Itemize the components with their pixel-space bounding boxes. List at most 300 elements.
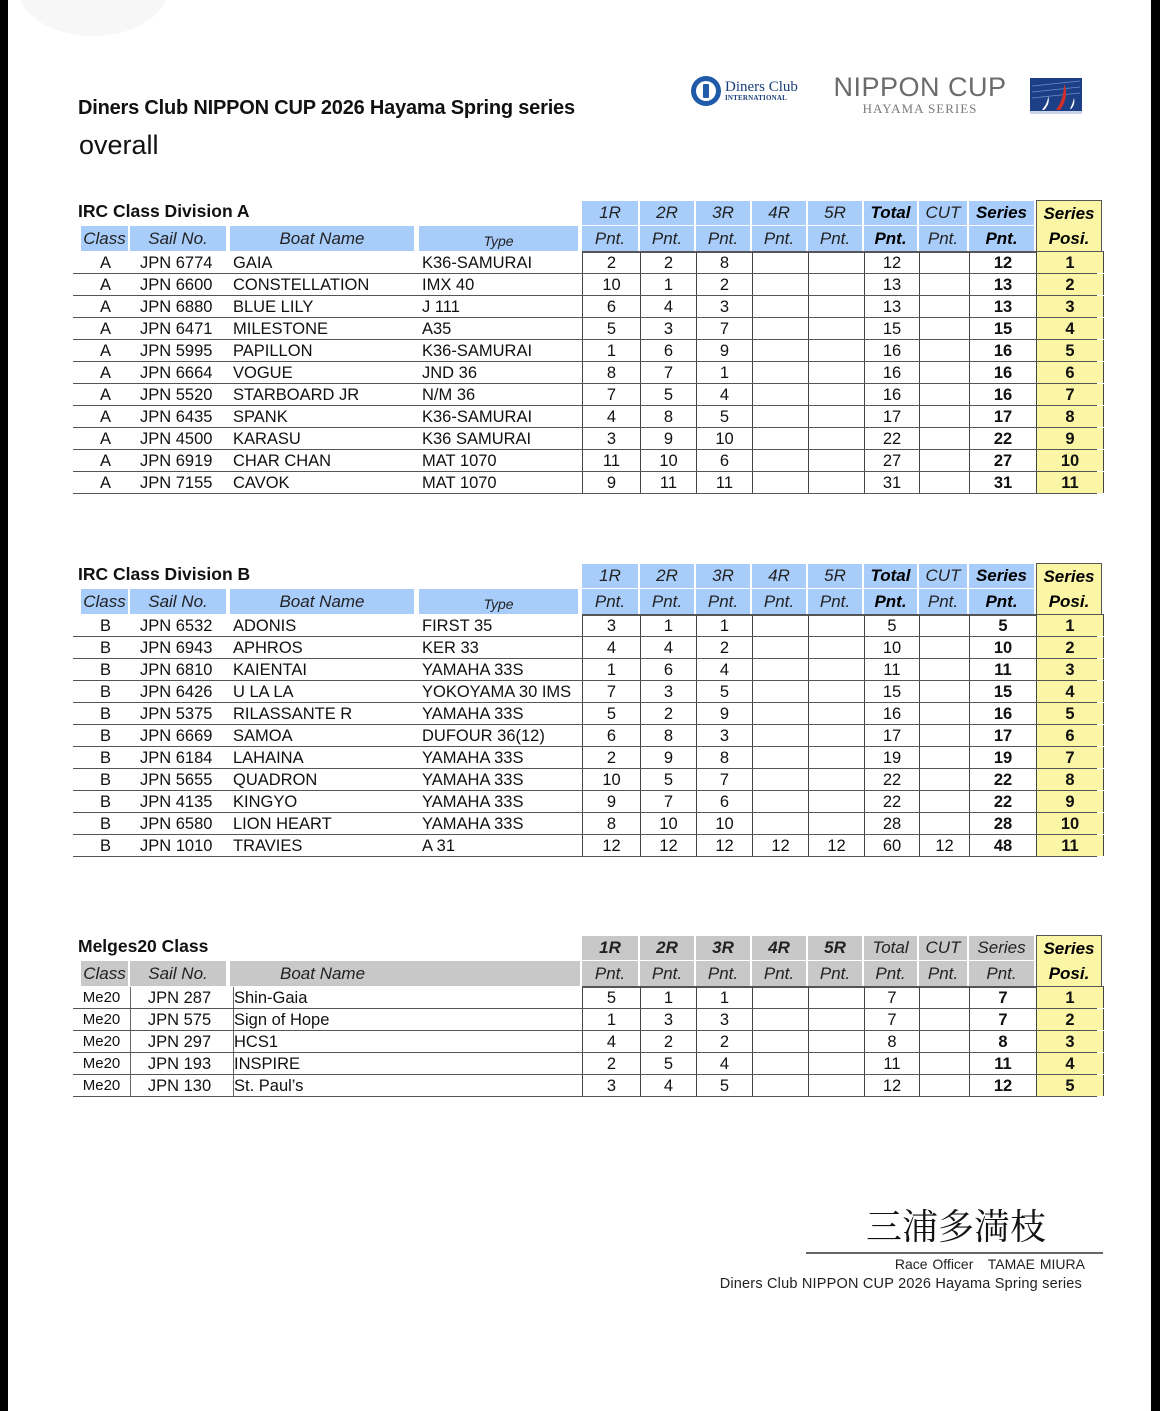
column-header-boat-name: Boat Name [230,226,414,251]
column-header-sail-no: Sail No. [130,961,226,986]
cell-series-pnt: 5 [969,615,1036,636]
cell-cut [919,296,969,317]
cell-race-2: 3 [640,1009,696,1030]
cell-series-pnt: 13 [969,274,1036,295]
table-row [73,725,1097,747]
cell-sail-no: JPN 5995 [140,342,213,360]
cell-race-3: 2 [696,274,752,295]
cell-race-4 [752,987,808,1008]
cell-series-pnt: 10 [969,637,1036,658]
cell-race-3: 1 [696,987,752,1008]
cell-race-4 [752,450,808,471]
hayama-series-logo-text: HAYAMA SERIES [862,101,978,116]
table-row [73,362,1097,384]
table-row [73,615,1097,637]
cell-class: B [99,837,111,855]
cell-race-1: 10 [582,274,640,295]
cell-race-1: 1 [582,1009,640,1030]
column-header-sail-no: Sail No. [130,226,226,251]
cell-class: A [99,254,111,272]
column-header-series-posi: Posi. [1036,589,1102,614]
cell-race-3: 5 [696,681,752,702]
cell-race-4 [752,659,808,680]
cell-class: B [99,617,111,635]
cell-type: K36-SAMURAI [422,342,533,360]
cell-total: 22 [864,428,919,449]
cell-series-pnt: 16 [969,362,1036,383]
cell-race-4 [752,1075,808,1096]
cell-class: Me20 [82,1077,121,1094]
cell-boat-name: QUADRON [233,771,318,789]
table-row [73,637,1097,659]
column-header-series-pnt-top: Series [969,936,1034,960]
column-header-race-1-pnt: Pnt. [582,226,638,251]
cell-boat-name: BLUE LILY [233,298,314,316]
cell-race-5 [808,1009,864,1030]
cell-cut [919,1053,969,1074]
cell-race-5 [808,681,864,702]
cell-race-1: 6 [582,296,640,317]
cell-type: IMX 40 [422,276,475,294]
cell-total: 15 [864,681,919,702]
cell-race-2: 3 [640,681,696,702]
cell-cut [919,362,969,383]
table-row [73,252,1097,274]
cell-series-posi: 10 [1036,813,1104,834]
table-row [73,384,1097,406]
column-header-race-2: 2R [640,201,694,225]
cell-race-5 [808,340,864,361]
cell-cut [919,384,969,405]
cell-race-3: 4 [696,1053,752,1074]
cell-total: 11 [864,659,919,680]
cell-race-4 [752,362,808,383]
cell-series-pnt: 19 [969,747,1036,768]
cell-series-pnt: 8 [969,1031,1036,1052]
cell-race-1: 4 [582,1031,640,1052]
cell-series-pnt: 15 [969,318,1036,339]
cell-sail-no: JPN 6600 [140,276,213,294]
cell-series-pnt: 27 [969,450,1036,471]
cell-series-pnt: 7 [969,987,1036,1008]
column-header-total: Total [864,564,917,588]
cell-cut [919,252,969,273]
cell-sail-no: JPN 7155 [140,474,213,492]
cell-race-4 [752,428,808,449]
cell-race-5 [808,1031,864,1052]
cell-race-4 [752,769,808,790]
cell-class: A [99,276,111,294]
cell-total: 7 [864,987,919,1008]
cell-boat-name: ADONIS [233,617,297,635]
cell-total: 16 [864,340,919,361]
cell-series-posi: 11 [1036,472,1104,493]
column-header-race-4-pnt: Pnt. [752,226,806,251]
cell-race-2: 8 [640,725,696,746]
cell-race-1: 5 [582,987,640,1008]
cell-race-3: 5 [696,406,752,427]
cell-race-4 [752,274,808,295]
column-header-class: Class [81,589,128,614]
column-header-type: Type [419,226,578,251]
nippon-cup-logo-text: NIPPON CUP [833,72,1007,102]
column-header-race-5-pnt: Pnt. [808,589,862,614]
column-header-series-pnt-top: Series [969,201,1034,225]
cell-series-pnt: 12 [969,252,1036,273]
cell-class: A [99,430,111,448]
cell-race-1: 3 [582,615,640,636]
cell-race-3: 8 [696,252,752,273]
cell-race-3: 5 [696,1075,752,1096]
cell-race-5 [808,296,864,317]
cell-total: 17 [864,406,919,427]
cell-type: JND 36 [422,364,478,382]
race-officer [895,1256,1085,1272]
cell-race-5: 12 [808,835,864,856]
cell-race-1: 5 [582,703,640,724]
cell-series-pnt: 22 [969,791,1036,812]
cell-total: 19 [864,747,919,768]
cell-race-3: 3 [696,725,752,746]
cell-cut [919,637,969,658]
cell-cut [919,813,969,834]
cell-race-4 [752,1009,808,1030]
column-header-race-4-pnt: Pnt. [752,589,806,614]
column-header-class: Class [81,961,128,986]
cell-boat-name: MILESTONE [233,320,329,338]
cell-series-posi: 8 [1036,769,1104,790]
cell-race-5 [808,362,864,383]
cell-total: 28 [864,813,919,834]
cell-total: 60 [864,835,919,856]
cell-series-posi: 11 [1036,835,1104,856]
cell-race-5 [808,813,864,834]
column-header-race-2-pnt: Pnt. [640,226,694,251]
cell-series-posi: 2 [1036,274,1104,295]
cell-class: A [99,408,111,426]
cell-cut [919,725,969,746]
cell-series-posi: 3 [1036,1031,1104,1052]
cell-type: YOKOYAMA 30 IMS [422,683,572,701]
cell-series-pnt: 7 [969,1009,1036,1030]
cell-race-5 [808,406,864,427]
column-header-race-2: 2R [640,936,694,960]
column-header-class: Class [81,226,128,251]
cell-race-2: 5 [640,1053,696,1074]
cell-class: B [99,749,111,767]
table-row [73,659,1097,681]
cell-sail-no: JPN 287 [130,987,228,1008]
cell-boat-name: Shin-Gaia [233,987,419,1008]
table-row [73,703,1097,725]
column-header-total-pnt: Pnt. [864,961,917,986]
cell-race-2: 6 [640,659,696,680]
cell-race-5 [808,791,864,812]
table-row [73,747,1097,769]
cell-series-posi: 4 [1036,681,1104,702]
cell-race-2: 7 [640,362,696,383]
cell-race-5 [808,659,864,680]
division-title: IRC Class Division B [78,564,251,584]
cell-boat-name: GAIA [233,254,273,272]
cell-series-pnt: 28 [969,813,1036,834]
cell-sail-no: JPN 5520 [140,386,213,404]
table-row [73,450,1097,472]
cell-race-5 [808,472,864,493]
cell-race-5 [808,274,864,295]
column-header-series-pnt: Pnt. [969,226,1034,251]
cell-cut [919,1075,969,1096]
diners-club-logo [691,76,798,106]
cell-total: 11 [864,1053,919,1074]
cell-series-pnt: 17 [969,725,1036,746]
sailboat-logo-icon [1030,78,1082,114]
cell-race-4 [752,637,808,658]
cell-race-1: 4 [582,637,640,658]
cell-boat-name: U LA LA [233,683,294,701]
column-header-race-4: 4R [752,936,806,960]
table-row [73,428,1097,450]
cell-sail-no: JPN 6880 [140,298,213,316]
cell-race-2: 4 [640,1075,696,1096]
cell-class: B [99,705,111,723]
cell-race-2: 11 [640,472,696,493]
cell-sail-no: JPN 6810 [140,661,213,679]
column-header-race-1: 1R [582,564,638,588]
table-row [73,1009,1097,1031]
cell-series-posi: 8 [1036,406,1104,427]
column-header-race-2: 2R [640,564,694,588]
cell-series-pnt: 31 [969,472,1036,493]
cell-series-pnt: 16 [969,384,1036,405]
column-header-race-3: 3R [696,201,750,225]
cell-type: K36 SAMURAI [422,430,532,448]
column-header-total: Total [864,936,917,960]
cell-sail-no: JPN 1010 [140,837,213,855]
cell-race-1: 2 [582,252,640,273]
cell-cut [919,274,969,295]
cell-sail-no: JPN 6943 [140,639,213,657]
cell-race-5 [808,252,864,273]
column-header-cut: CUT [919,936,967,960]
cell-race-1: 3 [582,428,640,449]
cell-race-2: 1 [640,987,696,1008]
cell-race-1: 12 [582,835,640,856]
cell-race-1: 7 [582,384,640,405]
cell-race-2: 4 [640,637,696,658]
cell-cut [919,318,969,339]
cell-series-posi: 6 [1036,725,1104,746]
column-header-race-4: 4R [752,564,806,588]
column-header-total-pnt: Pnt. [864,589,917,614]
cell-race-2: 10 [640,450,696,471]
cell-type: K36-SAMURAI [422,408,533,426]
cell-race-5 [808,703,864,724]
cell-type: FIRST 35 [422,617,493,635]
table-row [73,791,1097,813]
cell-boat-name: TRAVIES [233,837,303,855]
cell-type: N/M 36 [422,386,476,404]
column-header-cut: CUT [919,564,967,588]
cell-race-2: 10 [640,813,696,834]
cell-race-3: 6 [696,450,752,471]
cell-boat-name: LION HEART [233,815,332,833]
cell-boat-name: VOGUE [233,364,293,382]
cell-total: 7 [864,1009,919,1030]
column-header-cut-pnt: Pnt. [919,589,967,614]
cell-race-1: 6 [582,725,640,746]
signature-text: 三浦多満枝 [866,1207,1047,1247]
column-header-race-5: 5R [808,564,862,588]
table-row [73,340,1097,362]
cell-race-1: 9 [582,791,640,812]
cell-race-3: 4 [696,659,752,680]
cell-series-pnt: 11 [969,1053,1036,1074]
cell-race-2: 4 [640,296,696,317]
cell-sail-no: JPN 193 [130,1053,228,1074]
cell-boat-name: CAVOK [233,474,290,492]
cell-total: 31 [864,472,919,493]
cell-sail-no: JPN 6669 [140,727,213,745]
table-row [73,472,1097,494]
cell-class: B [99,815,111,833]
column-header-series-pnt: Pnt. [969,961,1034,986]
cell-sail-no: JPN 6919 [140,452,213,470]
cell-race-3: 7 [696,318,752,339]
column-header-race-2-pnt: Pnt. [640,961,694,986]
column-header-race-4: 4R [752,201,806,225]
table-row [73,835,1097,857]
cell-race-1: 1 [582,340,640,361]
cell-type: MAT 1070 [422,474,497,492]
column-header-sail-no: Sail No. [130,589,226,614]
cell-series-pnt: 22 [969,428,1036,449]
cell-series-posi: 9 [1036,791,1104,812]
cell-sail-no: JPN 6532 [140,617,213,635]
cell-race-4 [752,1053,808,1074]
column-header-race-5-pnt: Pnt. [808,961,862,986]
table-row [73,987,1097,1009]
cell-type: DUFOUR 36(12) [422,727,545,745]
cell-race-2: 9 [640,428,696,449]
cell-boat-name: Sign of Hope [233,1009,419,1030]
cell-race-2: 2 [640,703,696,724]
cell-total: 17 [864,725,919,746]
screen-glare [18,0,168,36]
cell-series-pnt: 16 [969,340,1036,361]
cell-class: A [99,452,111,470]
cell-total: 22 [864,791,919,812]
cell-series-posi: 10 [1036,450,1104,471]
column-header-race-5: 5R [808,201,862,225]
cell-race-1: 10 [582,769,640,790]
cell-race-3: 11 [696,472,752,493]
cell-sail-no: JPN 4500 [140,430,213,448]
cell-race-3: 7 [696,769,752,790]
cell-total: 13 [864,274,919,295]
cell-race-4 [752,472,808,493]
cell-race-5 [808,1053,864,1074]
cell-class: B [99,639,111,657]
column-header-series-pnt: Pnt. [969,589,1034,614]
cell-sail-no: JPN 6774 [140,254,213,272]
cell-cut [919,987,969,1008]
cell-sail-no: JPN 6471 [140,320,213,338]
column-header-race-1-pnt: Pnt. [582,961,638,986]
cell-boat-name: RILASSANTE R [233,705,353,723]
table-row [73,769,1097,791]
cell-race-4 [752,747,808,768]
cell-race-5 [808,747,864,768]
cell-race-2: 2 [640,1031,696,1052]
cell-series-posi: 1 [1036,252,1104,273]
cell-class: B [99,793,111,811]
cell-race-4 [752,340,808,361]
cell-race-3: 6 [696,791,752,812]
cell-race-1: 4 [582,406,640,427]
column-header-race-1: 1R [582,936,638,960]
cell-total: 12 [864,252,919,273]
officer-name: TAMAE MIURA [987,1256,1085,1272]
cell-race-5 [808,384,864,405]
cell-type: A 31 [422,837,456,855]
cell-cut [919,615,969,636]
column-header-series-posi-top: Series [1036,200,1102,226]
cell-race-4 [752,296,808,317]
cell-race-3: 12 [696,835,752,856]
cell-cut [919,450,969,471]
cell-total: 10 [864,637,919,658]
cell-total: 12 [864,1075,919,1096]
cell-series-pnt: 17 [969,406,1036,427]
cell-race-2: 7 [640,791,696,812]
cell-total: 16 [864,703,919,724]
cell-sail-no: JPN 575 [130,1009,228,1030]
cell-race-2: 5 [640,769,696,790]
cell-cut [919,406,969,427]
cell-total: 5 [864,615,919,636]
cell-type: YAMAHA 33S [422,749,524,767]
column-header-race-3-pnt: Pnt. [696,226,750,251]
cell-class: A [99,298,111,316]
cell-race-3: 10 [696,813,752,834]
column-header-cut: CUT [919,201,967,225]
cell-cut [919,1009,969,1030]
column-header-total: Total [864,201,917,225]
cell-race-3: 9 [696,340,752,361]
cell-race-5 [808,615,864,636]
column-header-race-5: 5R [808,936,862,960]
cell-class: A [99,320,111,338]
column-header-race-1: 1R [582,201,638,225]
column-header-series-posi-top: Series [1036,935,1102,961]
cell-type: MAT 1070 [422,452,497,470]
cell-race-4 [752,318,808,339]
table-row [73,296,1097,318]
cell-total: 16 [864,362,919,383]
cell-race-3: 3 [696,1009,752,1030]
cell-series-posi: 5 [1036,703,1104,724]
table-row [73,681,1097,703]
cell-race-4 [752,1031,808,1052]
table-row [73,1031,1097,1053]
cell-cut [919,791,969,812]
table-row [73,1075,1097,1097]
cell-series-posi: 9 [1036,428,1104,449]
division-title: IRC Class Division A [78,201,250,221]
cell-type: J 111 [422,298,460,316]
cell-race-4 [752,813,808,834]
